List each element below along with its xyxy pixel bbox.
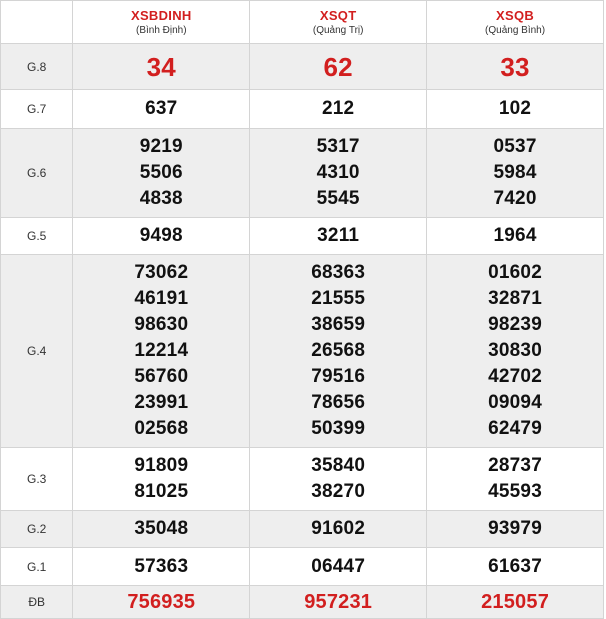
province-name: (Bình Định) <box>136 24 187 36</box>
prize-number: 78656 <box>311 392 366 413</box>
prize-cell <box>73 511 250 548</box>
header-row <box>1 1 604 44</box>
prize-cell <box>250 511 427 548</box>
prize-cell <box>250 548 427 586</box>
prize-number: 61637 <box>488 555 542 577</box>
province-header-3 <box>427 1 604 44</box>
prize-cell <box>73 548 250 586</box>
prize-number: 38270 <box>311 481 366 502</box>
prize-number: 57363 <box>134 555 189 577</box>
prize-label: ĐB <box>1 586 73 619</box>
prize-number: 42702 <box>488 366 542 387</box>
prize-cell <box>73 90 250 129</box>
prize-number: 3211 <box>317 225 360 246</box>
prize-cell <box>73 255 250 448</box>
prize-cell <box>427 129 604 218</box>
prize-cell <box>250 255 427 448</box>
prize-number: 81025 <box>134 481 189 502</box>
prize-number: 30830 <box>488 340 542 361</box>
prize-label: G.4 <box>1 255 73 448</box>
prize-cell <box>427 218 604 255</box>
special-prize-number: 215057 <box>481 591 550 613</box>
prize-cell <box>73 218 250 255</box>
prize-number: 26568 <box>311 340 366 361</box>
prize-cell <box>427 586 604 619</box>
province-header-2 <box>250 1 427 44</box>
prize-number: 91602 <box>311 518 366 539</box>
province-code[interactable]: XSQB <box>496 7 535 23</box>
prize-number: 1964 <box>493 225 537 246</box>
prize-number: 212 <box>322 98 355 119</box>
prize-number: 4838 <box>139 188 183 209</box>
prize-number: 5984 <box>493 162 537 183</box>
prize-number: 46191 <box>134 288 189 309</box>
prize-cell <box>250 44 427 90</box>
province-code[interactable]: XSQT <box>319 7 357 23</box>
prize-label: G.7 <box>1 90 73 129</box>
prize-label: G.3 <box>1 448 73 511</box>
prize-number: 98239 <box>488 314 542 335</box>
prize-number: 98630 <box>134 314 189 335</box>
special-prize-number: 756935 <box>127 591 196 613</box>
prize-number: 4310 <box>316 162 360 183</box>
header-corner-cell <box>1 1 73 44</box>
prize-number: 21555 <box>311 288 366 309</box>
prize-cell <box>73 448 250 511</box>
province-name: (Quảng Bình) <box>485 24 546 36</box>
prize-cell <box>427 90 604 129</box>
prize-number: 02568 <box>134 418 189 439</box>
prize-row-g8 <box>1 44 604 90</box>
prize-number: 23991 <box>134 392 189 413</box>
prize-cell <box>250 129 427 218</box>
prize-label: G.2 <box>1 511 73 548</box>
prize-cell <box>250 586 427 619</box>
prize-cell <box>73 44 250 90</box>
prize-number: 09094 <box>488 392 542 413</box>
province-name: (Quảng Trị) <box>312 24 364 36</box>
prize-number: 5506 <box>139 162 183 183</box>
prize-number: 33 <box>500 51 530 82</box>
prize-row-g6 <box>1 129 604 218</box>
prize-number: 79516 <box>311 366 366 387</box>
prize-row-g3 <box>1 448 604 511</box>
prize-cell <box>427 548 604 586</box>
prize-number: 93979 <box>488 518 542 539</box>
prize-number: 38659 <box>311 314 366 335</box>
prize-number: 7420 <box>493 188 537 209</box>
prize-number: 32871 <box>488 288 542 309</box>
prize-cell <box>73 129 250 218</box>
province-code[interactable]: XSBDINH <box>130 7 192 23</box>
prize-number: 06447 <box>311 555 366 577</box>
special-prize-number: 957231 <box>304 591 373 613</box>
prize-number: 34 <box>146 51 176 82</box>
prize-number: 56760 <box>134 366 189 387</box>
prize-row-special <box>1 586 604 619</box>
prize-number: 12214 <box>134 340 189 361</box>
prize-number: 102 <box>498 98 532 119</box>
prize-cell <box>427 511 604 548</box>
prize-number: 68363 <box>311 262 366 283</box>
prize-number: 35840 <box>311 455 366 476</box>
prize-number: 50399 <box>311 418 366 439</box>
prize-row-g7 <box>1 90 604 129</box>
prize-label: G.6 <box>1 129 73 218</box>
prize-number: 637 <box>145 98 178 119</box>
prize-number: 5317 <box>316 136 360 157</box>
prize-cell <box>427 44 604 90</box>
prize-label: G.1 <box>1 548 73 586</box>
prize-number: 45593 <box>488 481 542 502</box>
prize-cell <box>427 448 604 511</box>
prize-number: 35048 <box>134 518 189 539</box>
province-header-1 <box>73 1 250 44</box>
prize-number: 28737 <box>488 455 542 476</box>
prize-number: 73062 <box>134 262 189 283</box>
prize-number: 01602 <box>488 262 542 283</box>
prize-label: G.5 <box>1 218 73 255</box>
prize-row-g1 <box>1 548 604 586</box>
prize-row-g2 <box>1 511 604 548</box>
prize-row-g4 <box>1 255 604 448</box>
prize-cell <box>73 586 250 619</box>
prize-number: 0537 <box>493 136 537 157</box>
prize-number: 5545 <box>316 188 360 209</box>
prize-cell <box>427 255 604 448</box>
prize-number: 9498 <box>139 225 183 246</box>
prize-cell <box>250 218 427 255</box>
prize-label: G.8 <box>1 44 73 90</box>
prize-number: 62479 <box>488 418 542 439</box>
prize-number: 62 <box>323 51 353 82</box>
prize-cell <box>250 90 427 129</box>
prize-number: 9219 <box>139 136 183 157</box>
prize-number: 91809 <box>134 455 189 476</box>
prize-cell <box>250 448 427 511</box>
prize-row-g5 <box>1 218 604 255</box>
